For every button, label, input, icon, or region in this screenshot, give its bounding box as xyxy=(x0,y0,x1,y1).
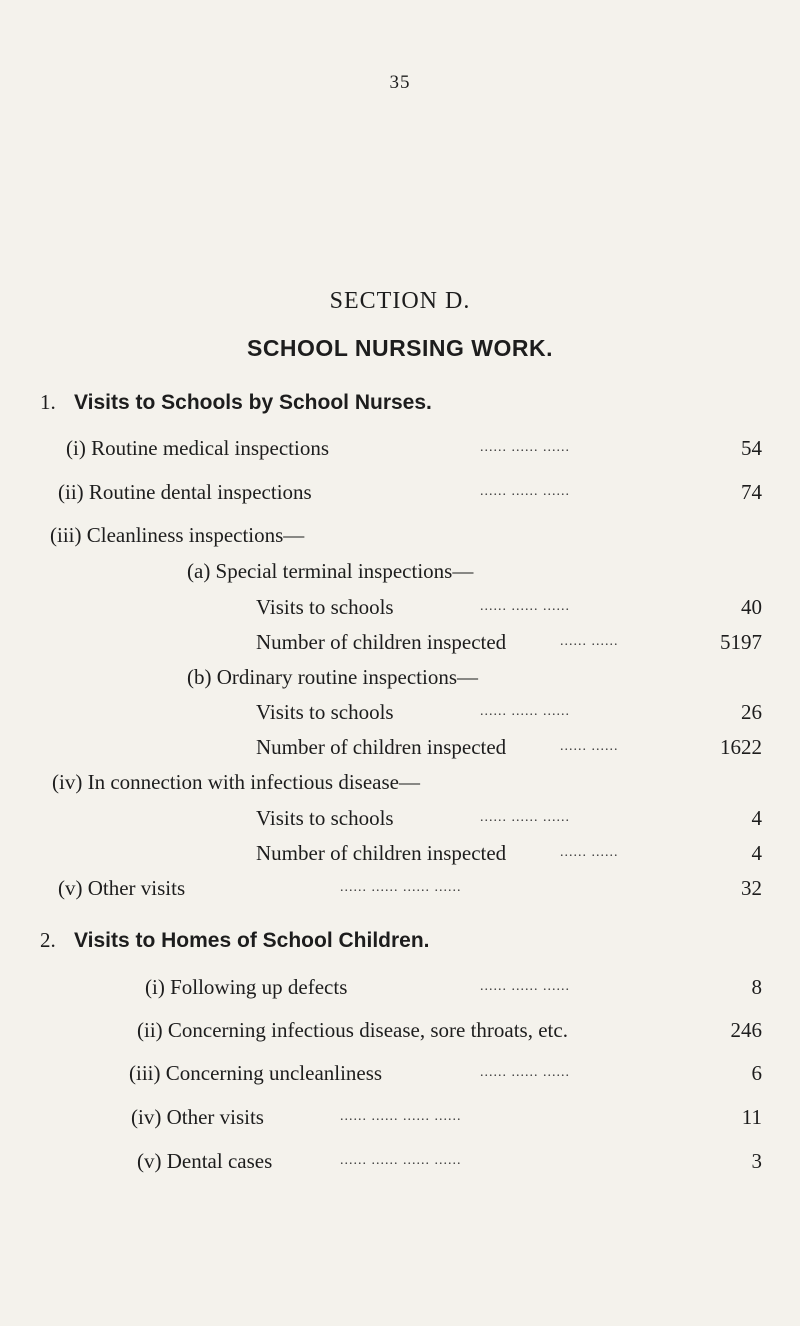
dot-leaders: ...... ...... ...... xyxy=(480,484,570,499)
table-row xyxy=(0,665,800,695)
row-value: 11 xyxy=(741,1105,762,1129)
row-value: 246 xyxy=(730,1018,762,1042)
table-row xyxy=(0,1018,800,1048)
dot-leaders: ...... ...... ...... xyxy=(480,599,570,614)
section-2-title: Visits to Homes of School Children. xyxy=(74,929,430,952)
row-value: 3 xyxy=(751,1149,762,1173)
row-value: 32 xyxy=(741,876,762,900)
main-heading: SCHOOL NURSING WORK. xyxy=(246,335,554,361)
table-row xyxy=(0,630,800,660)
dot-leaders: ...... ...... ...... ...... xyxy=(340,880,462,895)
dot-leaders: ...... ...... ...... xyxy=(480,440,570,455)
row-label: (iii) Cleanliness inspections— xyxy=(50,523,305,547)
row-label: (ii) Routine dental inspections xyxy=(58,480,312,504)
dot-leaders: ...... ...... ...... ...... xyxy=(340,1109,462,1124)
row-value: 40 xyxy=(741,595,762,619)
table-row xyxy=(0,975,800,1005)
row-label: Visits to schools xyxy=(256,595,394,619)
dot-leaders: ...... ...... xyxy=(560,845,619,860)
row-value: 74 xyxy=(741,480,762,504)
row-label: (v) Dental cases xyxy=(137,1149,273,1173)
dot-leaders: ...... ...... ...... ...... xyxy=(340,1153,462,1168)
table-row xyxy=(0,700,800,730)
table-row xyxy=(0,480,800,510)
dot-leaders: ...... ...... ...... xyxy=(480,1065,570,1080)
dot-leaders: ...... ...... xyxy=(560,739,619,754)
table-row xyxy=(0,841,800,871)
section-2-number: 2. xyxy=(40,928,56,952)
table-row xyxy=(0,806,800,836)
row-label: Number of children inspected xyxy=(256,841,507,865)
section-1-heading xyxy=(40,390,432,415)
row-label: (iv) Other visits xyxy=(131,1105,264,1129)
table-row xyxy=(0,523,800,553)
row-label: Number of children inspected xyxy=(256,630,507,654)
row-value: 6 xyxy=(751,1061,762,1085)
section-2-heading xyxy=(40,928,430,953)
row-label: (iii) Concerning uncleanliness xyxy=(129,1061,383,1085)
page-number: 35 xyxy=(389,72,411,93)
table-row xyxy=(0,876,800,906)
table-row xyxy=(0,595,800,625)
row-value: 1622 xyxy=(720,735,762,759)
table-row xyxy=(0,770,800,800)
row-value: 4 xyxy=(751,841,762,865)
row-value: 4 xyxy=(751,806,762,830)
row-label: (ii) Concerning infectious disease, sore throats, etc. xyxy=(137,1018,568,1042)
dot-leaders: ...... ...... xyxy=(560,634,619,649)
row-label: (b) Ordinary routine inspections— xyxy=(187,665,479,689)
row-label: (v) Other visits xyxy=(58,876,186,900)
row-value: 26 xyxy=(741,700,762,724)
table-row xyxy=(0,1061,800,1091)
table-row xyxy=(0,559,800,589)
row-label: Number of children inspected xyxy=(256,735,507,759)
table-row xyxy=(0,735,800,765)
table-row xyxy=(0,436,800,466)
section-1-number: 1. xyxy=(40,390,56,414)
row-label: (i) Routine medical inspections xyxy=(66,436,330,460)
row-label: Visits to schools xyxy=(256,806,394,830)
row-value: 8 xyxy=(751,975,762,999)
dot-leaders: ...... ...... ...... xyxy=(480,810,570,825)
row-value: 5197 xyxy=(720,630,762,654)
row-value: 54 xyxy=(741,436,762,460)
table-row xyxy=(0,1105,800,1135)
section-title: SECTION D. xyxy=(329,288,471,314)
dot-leaders: ...... ...... ...... xyxy=(480,979,570,994)
row-label: Visits to schools xyxy=(256,700,394,724)
section-1-title: Visits to Schools by School Nurses. xyxy=(74,391,432,414)
row-label: (iv) In connection with infectious disease— xyxy=(52,770,420,794)
row-label: (i) Following up defects xyxy=(145,975,348,999)
dot-leaders: ...... ...... ...... xyxy=(480,704,570,719)
row-label: (a) Special terminal inspections— xyxy=(187,559,474,583)
table-row xyxy=(0,1149,800,1179)
